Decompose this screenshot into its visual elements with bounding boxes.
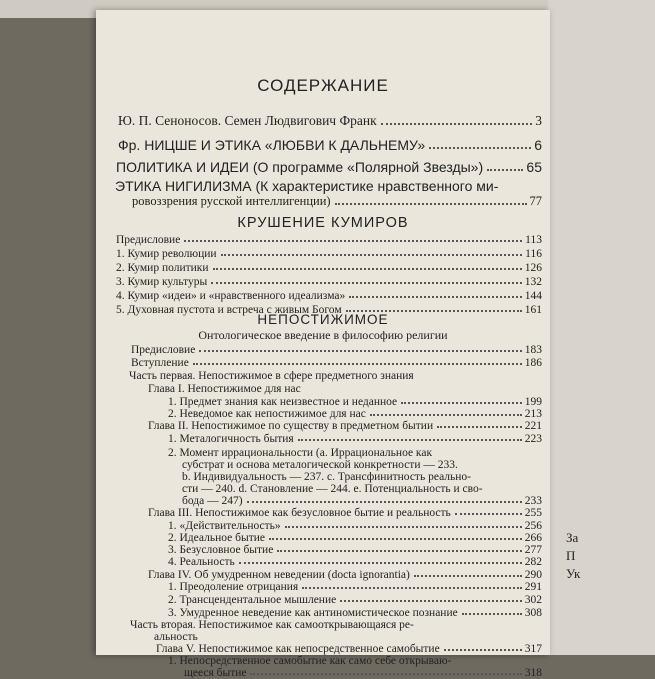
toc-entry-label: 1. Преодоление отрицания — [168, 581, 299, 593]
toc-entry-label: 1. Кумир революции — [116, 248, 217, 260]
toc-entry-page: 233 — [524, 495, 542, 507]
toc-entry-label: 4. Реальность — [168, 556, 235, 568]
toc-entry — [156, 643, 542, 655]
toc-entry-page: 126 — [524, 262, 542, 274]
toc-entry-page: 116 — [525, 248, 542, 260]
toc-entry-label: 5. Духовная пустота и встреча с живым Богом — [116, 304, 342, 316]
toc-entry-label: 1. Предмет знания как неизвестное и неданное — [168, 396, 398, 408]
toc-entry-page: 255 — [524, 507, 542, 519]
toc-entry-label: 1. «Действительность» — [168, 520, 281, 532]
toc-entry-page: 144 — [524, 290, 542, 302]
toc-entry-page: 291 — [524, 581, 542, 593]
toc-entry-label: Глава III. Непостижимое как безусловное бытие и реальность — [148, 507, 451, 519]
toc-entry-page: 318 — [524, 667, 542, 679]
toc-entry — [168, 544, 542, 556]
toc-entry-page: 199 — [524, 396, 542, 408]
toc-entry-label: 3. Умудренное неведение как антиномистическое познание — [168, 607, 458, 619]
toc-entry-page: 132 — [524, 276, 542, 288]
toc-entry-label: 1. Металогичность бытия — [168, 433, 294, 445]
toc-entry: ЭТИКА НИГИЛИЗМА (К характеристике нравственного ми- — [115, 178, 499, 194]
toc-entry-page: 161 — [524, 304, 542, 316]
toc-entry: ровоззрения русской интеллигенции) 77 — [132, 194, 542, 208]
toc-entry: 1. Непосредственное самобытие как само себе открываю- — [168, 655, 452, 667]
toc-entry-page: 256 — [524, 520, 542, 532]
toc-entry-page: 308 — [524, 607, 542, 619]
show-through-text — [424, 50, 544, 380]
toc-entry — [182, 495, 542, 507]
toc-entry: альность — [154, 631, 198, 643]
toc-entry — [148, 420, 542, 432]
toc-entry-page: 223 — [524, 433, 542, 445]
toc-entry-label: Глава V. Непостижимое как непосредственное самобытие — [156, 643, 440, 655]
toc-entry-label: Глава II. Непостижимое по существу в предметном бытии — [148, 420, 434, 432]
contents-title: СОДЕРЖАНИЕ — [257, 76, 389, 95]
adjacent-page-fragment: За — [566, 530, 579, 545]
toc-entry: Часть вторая. Непостижимое как самооткрывающаяся ре- — [130, 619, 414, 631]
toc-entry — [168, 532, 542, 544]
adjacent-page — [548, 0, 655, 655]
adjacent-page-fragment: Ук — [566, 566, 581, 581]
toc-entry: субстрат и основа металогической конкретности — 233. — [182, 459, 458, 471]
toc-entry: b. Индивидуальность — 237. c. Трансфинитность реально- — [182, 471, 471, 483]
toc-entry: Глава I. Непостижимое для нас — [148, 383, 301, 395]
toc-entry — [168, 607, 542, 619]
toc-entry: сти — 240. d. Становление — 244. e. Потенциальность и сво- — [182, 483, 483, 495]
toc-entry-label: 2. Трансцендентальное мышление — [168, 594, 337, 606]
toc-entry — [168, 408, 542, 420]
toc-entry — [168, 556, 542, 568]
toc-entry-page: 302 — [524, 594, 542, 606]
toc-entry-label: 2. Идеальное бытие — [168, 532, 265, 544]
toc-entry-label: бода — 247) — [182, 495, 243, 507]
toc-entry — [148, 569, 542, 581]
toc-entry-label: Глава IV. Об умудренном неведении (docta ignorantia) — [148, 569, 410, 581]
toc-entry — [184, 667, 542, 679]
toc-entry-page: 277 — [524, 544, 542, 556]
section-title: НЕПОСТИЖИМОЕ — [257, 312, 389, 327]
toc-entry: Часть первая. Непостижимое в сфере предметного знания — [129, 370, 414, 382]
toc-entry-label: 2. Неведомое как непостижимое для нас — [168, 408, 366, 420]
toc-entry-label: 3. Кумир культуры — [116, 276, 208, 288]
section-title: КРУШЕНИЕ КУМИРОВ — [237, 215, 409, 231]
toc-entry-page: 221 — [524, 420, 542, 432]
adjacent-page-fragment: П — [566, 548, 576, 563]
toc-entry-page: 290 — [524, 569, 542, 581]
toc-entry — [168, 594, 542, 606]
toc-entry: 2. Момент иррациональности (a. Иррациональное как — [168, 447, 433, 459]
toc-entry — [148, 507, 542, 519]
toc-entry-label: Предисловие — [116, 234, 181, 246]
toc-entry-page: 113 — [525, 234, 542, 246]
toc-entry-page: 213 — [524, 408, 542, 420]
toc-entry — [168, 581, 542, 593]
toc-entry-page: 186 — [524, 357, 542, 369]
toc-entry-label: щееся бытие — [184, 667, 247, 679]
toc-entry: ПОЛИТИКА И ИДЕИ (О программе «Полярной Звезды») 65 — [116, 159, 542, 175]
toc-entry-label: 2. Кумир политики — [116, 262, 209, 274]
toc-entry: Ю. П. Сеноносов. Семен Людвигович Франк 3 — [118, 113, 542, 128]
toc-entry-page: 282 — [524, 556, 542, 568]
toc-entry-label: Вступление — [131, 357, 189, 369]
toc-entry-page: 266 — [524, 532, 542, 544]
toc-entry-label: Предисловие — [131, 344, 196, 356]
toc-entry-page: 183 — [524, 344, 542, 356]
toc-entry-label: 3. Безусловное бытие — [168, 544, 274, 556]
section-subtitle: Онтологическое введение в философию религии — [198, 328, 448, 342]
toc-entry — [168, 396, 542, 408]
toc-entry-label: 4. Кумир «идеи» и «нравственного идеализма» — [116, 290, 346, 302]
toc-entry: Фр. НИЦШЕ И ЭТИКА «ЛЮБВИ К ДАЛЬНЕМУ» 6 — [118, 137, 542, 153]
book-page — [96, 10, 550, 679]
toc-entry-page: 317 — [524, 643, 542, 655]
toc-entry — [168, 433, 542, 445]
toc-entry — [168, 520, 542, 532]
